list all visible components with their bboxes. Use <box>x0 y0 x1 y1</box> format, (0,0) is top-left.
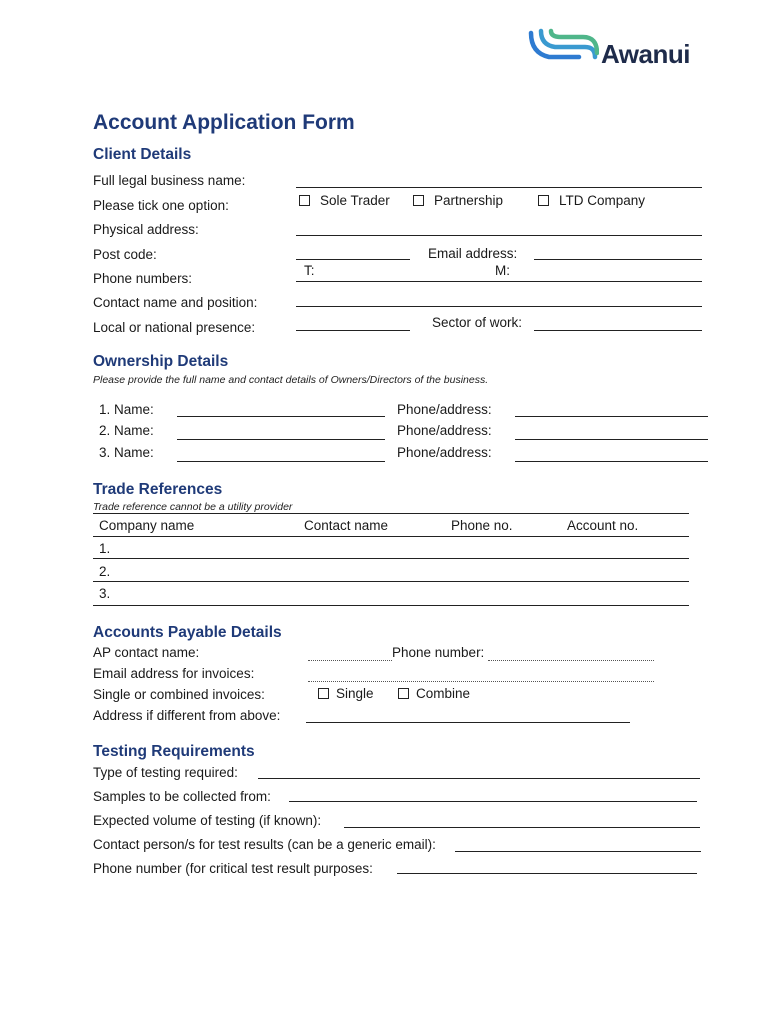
email-address-field[interactable] <box>536 242 700 260</box>
owner-3-name-label: 3. Name: <box>99 445 154 460</box>
trade-row-2-label: 2. <box>99 564 111 579</box>
testing-type-field[interactable] <box>260 761 698 779</box>
option-ltd-company[interactable] <box>538 193 645 208</box>
testing-volume-label: Expected volume of testing (if known): <box>93 813 322 828</box>
presence-field[interactable] <box>298 313 408 331</box>
phone-t-label: T: <box>304 263 315 278</box>
invoice-combine-option[interactable] <box>398 686 470 701</box>
ownership-heading: Ownership Details <box>93 353 229 370</box>
ap-address-field[interactable] <box>308 705 628 723</box>
owner-2-phone-line <box>515 439 708 440</box>
testing-samples-label: Samples to be collected from: <box>93 789 271 804</box>
testing-volume-field[interactable] <box>346 810 698 828</box>
trade-note-line <box>93 513 689 514</box>
phone-numbers-line <box>296 281 702 282</box>
trade-references-heading: Trade References <box>93 481 223 498</box>
ap-phone-number-label: Phone number: <box>392 645 485 660</box>
owner-2-name-label: 2. Name: <box>99 423 154 438</box>
trade-row-2-line <box>93 581 689 582</box>
owner-3-phone-field[interactable] <box>517 443 706 461</box>
ap-contact-name-label: AP contact name: <box>93 645 200 660</box>
owner-3-name-field[interactable] <box>179 443 383 461</box>
partnership-checkbox[interactable] <box>413 195 424 206</box>
owner-3-phone-line <box>515 461 708 462</box>
trade-row-3-field[interactable] <box>120 584 686 602</box>
testing-phone-field[interactable] <box>399 856 695 874</box>
tick-option-label: Please tick one option: <box>93 198 229 213</box>
testing-requirements-heading: Testing Requirements <box>93 743 255 760</box>
physical-address-label: Physical address: <box>93 222 199 237</box>
ap-phone-number-field[interactable] <box>490 643 652 661</box>
owner-2-phone-field[interactable] <box>517 421 706 439</box>
testing-phone-label: Phone number (for critical test result purposes: <box>93 861 373 876</box>
phone-m-label: M: <box>495 263 510 278</box>
trade-col-company: Company name <box>99 518 195 533</box>
sector-label: Sector of work: <box>432 315 523 330</box>
trade-row-1-field[interactable] <box>120 539 686 557</box>
ap-email-field[interactable] <box>310 664 652 682</box>
owner-3-phone-label: Phone/address: <box>397 445 492 460</box>
option-partnership[interactable] <box>413 193 503 208</box>
phone-t-field[interactable] <box>320 262 480 280</box>
trade-row-1-label: 1. <box>99 541 111 556</box>
single-label: Single <box>336 686 374 701</box>
contact-name-label: Contact name and position: <box>93 295 258 310</box>
single-checkbox[interactable] <box>318 688 329 699</box>
ltd-company-checkbox[interactable] <box>538 195 549 206</box>
ap-contact-name-field[interactable] <box>310 643 390 661</box>
ap-email-label: Email address for invoices: <box>93 666 255 681</box>
ap-invoices-label: Single or combined invoices: <box>93 687 265 702</box>
trade-col-contact: Contact name <box>304 518 389 533</box>
phone-m-field[interactable] <box>514 262 700 280</box>
post-code-label: Post code: <box>93 247 157 262</box>
invoice-single-option[interactable] <box>318 686 374 701</box>
owner-1-phone-label: Phone/address: <box>397 402 492 417</box>
trade-header-line <box>93 536 689 537</box>
brand-name: Awanui <box>601 39 690 69</box>
owner-2-name-line <box>177 439 385 440</box>
owner-1-phone-field[interactable] <box>517 399 706 417</box>
combine-checkbox[interactable] <box>398 688 409 699</box>
partnership-label: Partnership <box>434 193 504 208</box>
accounts-payable-heading: Accounts Payable Details <box>93 624 282 641</box>
ap-address-label: Address if different from above: <box>93 708 281 723</box>
owner-3-name-line <box>177 461 385 462</box>
form-title: Account Application Form <box>93 111 355 134</box>
trade-col-phone: Phone no. <box>451 518 513 533</box>
sector-field[interactable] <box>536 313 700 331</box>
presence-label: Local or national presence: <box>93 320 256 335</box>
ownership-note: Please provide the full name and contact details of Owners/Directors of the business. <box>93 374 489 386</box>
full-legal-name-label: Full legal business name: <box>93 173 246 188</box>
testing-contact-field[interactable] <box>457 834 699 852</box>
email-address-label: Email address: <box>428 246 518 261</box>
option-sole-trader[interactable] <box>299 193 390 208</box>
trade-col-account: Account no. <box>567 518 639 533</box>
full-legal-name-field[interactable] <box>298 170 700 188</box>
owner-1-name-label: 1. Name: <box>99 402 154 417</box>
phone-numbers-label: Phone numbers: <box>93 271 193 286</box>
contact-name-field[interactable] <box>298 289 700 307</box>
trade-row-1-line <box>93 558 689 559</box>
combine-label: Combine <box>416 686 471 701</box>
post-code-field[interactable] <box>298 242 408 260</box>
trade-references-note: Trade reference cannot be a utility provider <box>93 501 293 513</box>
trade-row-3-line <box>93 605 689 606</box>
owner-2-name-field[interactable] <box>179 421 383 439</box>
ltd-company-label: LTD Company <box>559 193 646 208</box>
testing-type-label: Type of testing required: <box>93 765 238 780</box>
trade-row-2-field[interactable] <box>120 562 686 580</box>
client-details-heading: Client Details <box>93 146 192 163</box>
sole-trader-checkbox[interactable] <box>299 195 310 206</box>
awanui-wave-icon <box>527 27 599 71</box>
testing-samples-field[interactable] <box>291 784 695 802</box>
sole-trader-label: Sole Trader <box>320 193 390 208</box>
owner-2-phone-label: Phone/address: <box>397 423 492 438</box>
owner-1-name-field[interactable] <box>179 399 383 417</box>
physical-address-field[interactable] <box>298 218 700 236</box>
trade-row-3-label: 3. <box>99 586 111 601</box>
testing-contact-label: Contact person/s for test results (can be a generic email): <box>93 837 436 852</box>
